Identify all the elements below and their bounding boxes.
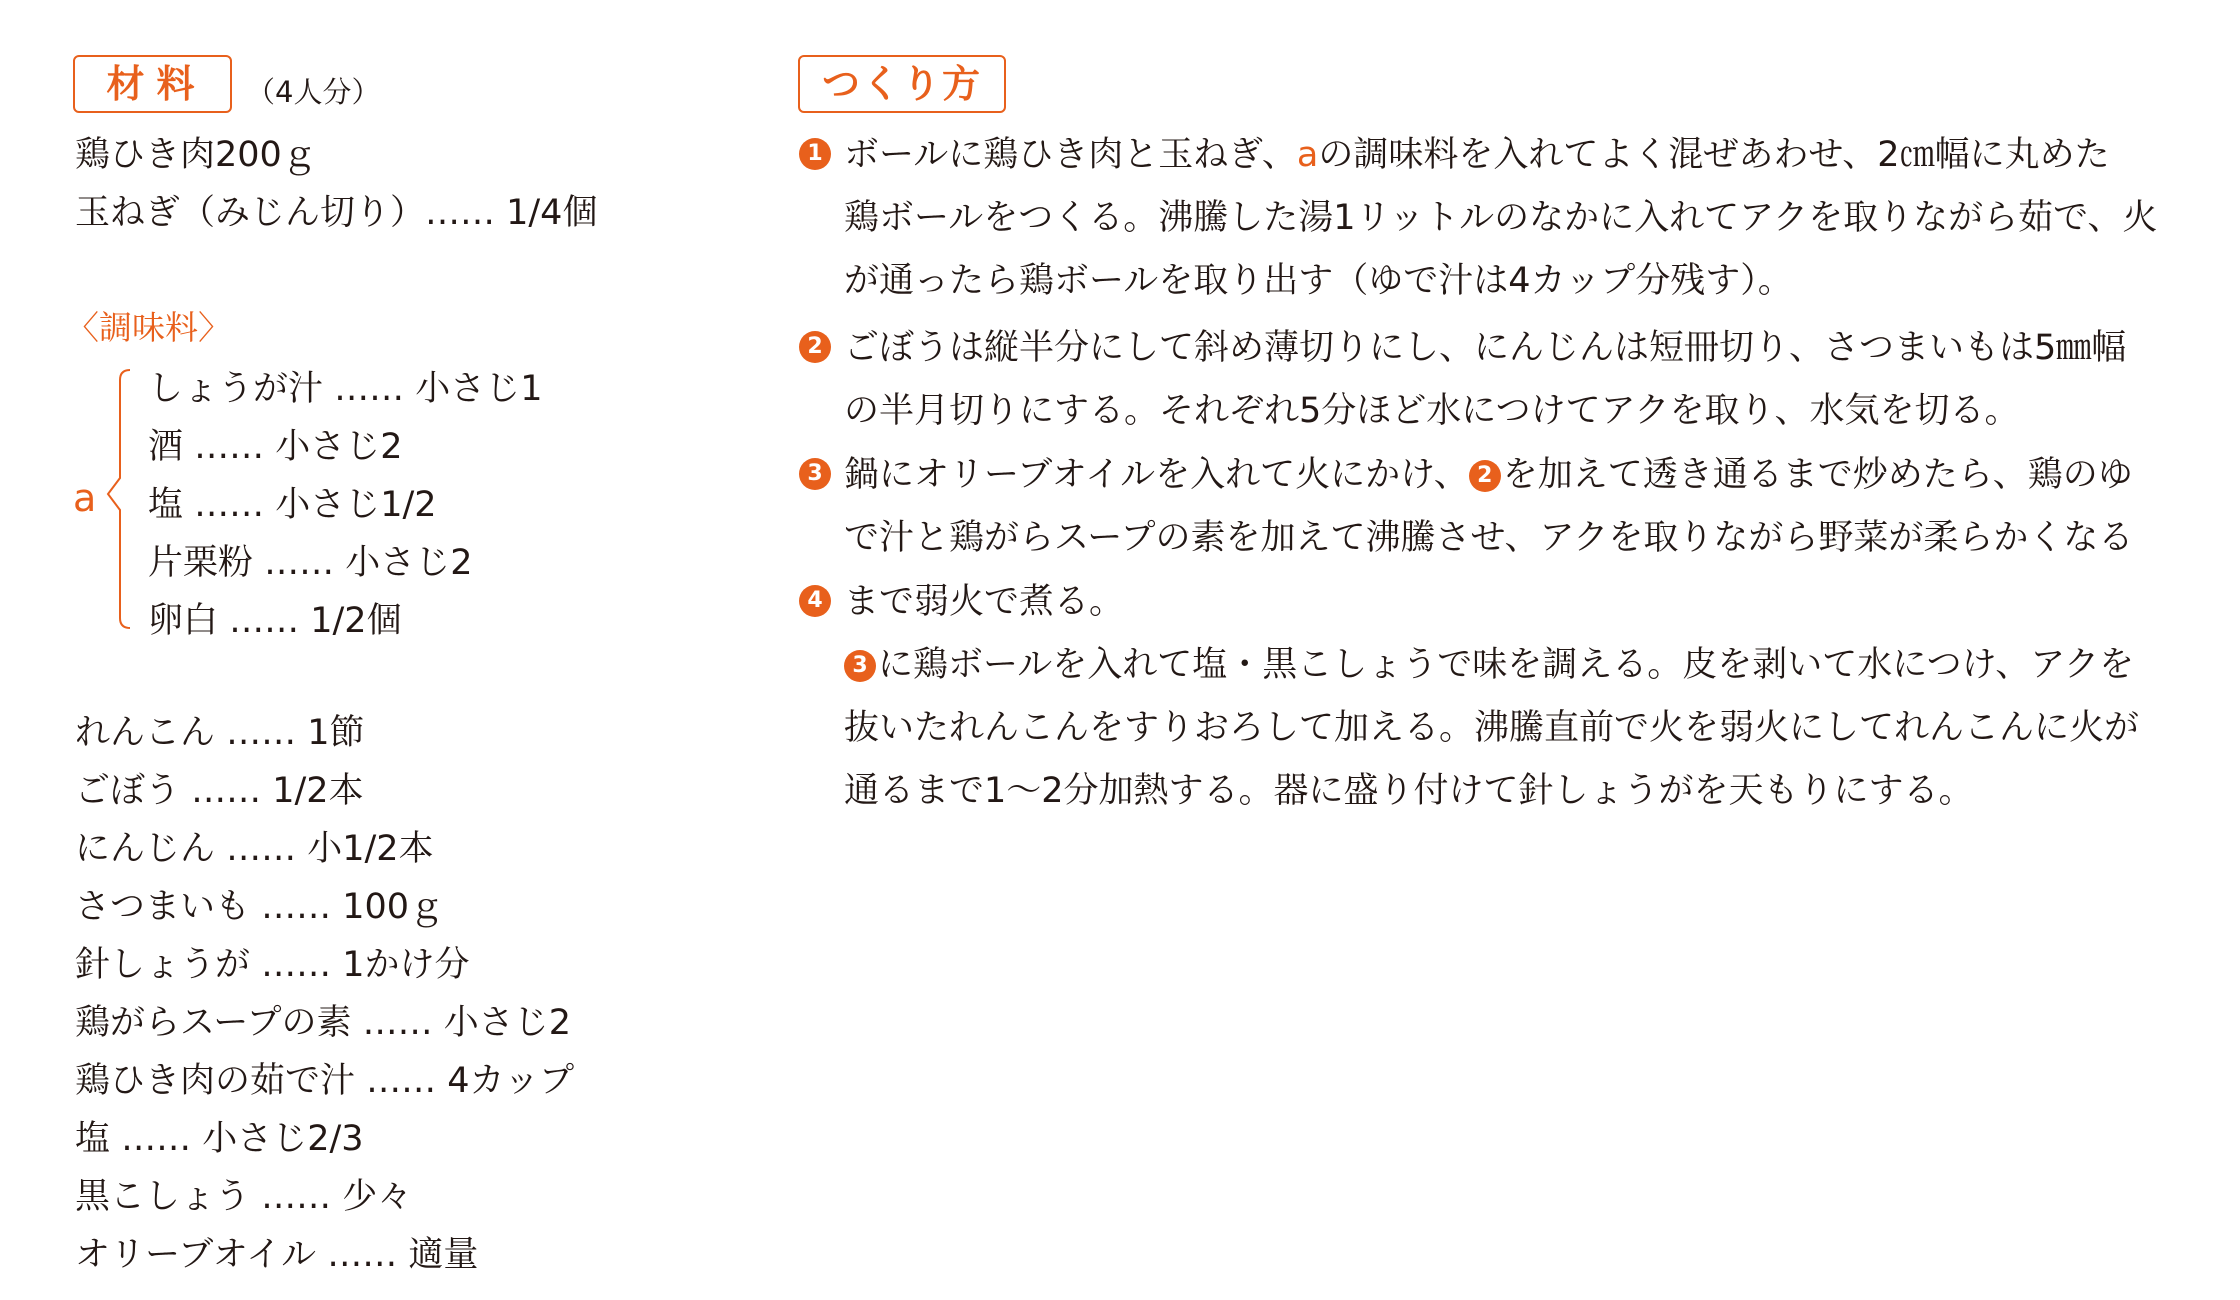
step-text: に鶏ボールを入れて塩・黒こしょうで味を調える。皮を剥いて水につけ、アクを (878, 645, 2135, 685)
step-text: ボールに鶏ひき肉と玉ねぎ、 (844, 135, 1297, 175)
ingredient-item: にんじん …… 小1/2本 (75, 829, 434, 869)
method-step-4 (799, 571, 2219, 823)
step-number-badge: 2 (799, 331, 831, 363)
ingredient-item: れんこん …… 1節 (75, 713, 365, 753)
seasoning-ref: a (1296, 135, 1319, 175)
step-number-badge: 3 (799, 458, 831, 490)
step-text: 抜いたれんこんをすりおろして加える。沸騰直前で火を弱火にしてれんこんに火が (844, 708, 2140, 748)
step-text: 通るまで1〜2分加熱する。器に盛り付けて針しょうがを天もりにする。 (844, 771, 1974, 811)
seasoning-header: 〈調味料〉 (66, 308, 231, 347)
step-text: 鍋にオリーブオイルを入れて火にかけ、 (844, 455, 1469, 495)
step-text: が通ったら鶏ボールを取り出す（ゆで汁は4カップ分残す）。 (844, 261, 1793, 301)
ingredients-label: 材料 (73, 55, 232, 113)
method-label: つくり方 (798, 55, 1006, 113)
step-text: ごぼうは縦半分にして斜め薄切りにし、にんじんは短冊切り、さつまいもは5㎜幅 (844, 328, 2127, 368)
step-text: 鶏ボールをつくる。沸騰した湯1リットルのなかに入れてアクを取りながら茹で、火 (844, 198, 2158, 238)
step-text: の半月切りにする。それぞれ5分ほど水につけてアクを取り、水気を切る。 (844, 391, 2020, 431)
seasoning-group-letter: a (73, 476, 97, 520)
step-text: の調味料を入れてよく混ぜあわせ、2㎝幅に丸めた (1318, 135, 2110, 175)
ingredient-item: 鶏がらスープの素 …… 小さじ2 (75, 1003, 572, 1043)
seasoning-item: 塩 …… 小さじ1/2 (148, 485, 437, 525)
ingredient-item: 玉ねぎ（みじん切り）…… 1/4個 (75, 193, 598, 233)
step-text: で汁と鶏がらスープの素を加えて沸騰させ、アクを取りながら野菜が柔らかくなる (844, 518, 2134, 558)
method-step-2 (799, 317, 2219, 443)
seasoning-group-brace (100, 366, 140, 636)
step-ref-badge: 2 (1469, 460, 1501, 492)
seasoning-item: 卵白 …… 1/2個 (148, 601, 402, 641)
method-step-3 (799, 444, 2219, 570)
step-ref-badge: 3 (844, 650, 876, 682)
ingredient-item: 鶏ひき肉200ｇ (75, 135, 317, 175)
step-text: を加えて透き通るまで炒めたら、鶏のゆ (1502, 455, 2133, 495)
method-step-1 (799, 124, 2219, 313)
servings-note: （4人分） (246, 75, 381, 109)
step-number-badge: 1 (799, 138, 831, 170)
ingredient-item: さつまいも …… 100ｇ (75, 887, 445, 927)
ingredient-item: 黒こしょう …… 少々 (75, 1177, 413, 1217)
ingredient-item: オリーブオイル …… 適量 (75, 1235, 479, 1275)
seasoning-item: しょうが汁 …… 小さじ1 (148, 369, 543, 409)
step-text: まで弱火で煮る。 (844, 582, 1125, 622)
seasoning-item: 片栗粉 …… 小さじ2 (148, 543, 473, 583)
seasoning-item: 酒 …… 小さじ2 (148, 427, 403, 467)
step-number-badge: 4 (799, 585, 831, 617)
ingredient-item: 針しょうが …… 1かけ分 (75, 945, 470, 985)
ingredient-item: 鶏ひき肉の茹で汁 …… 4カップ (75, 1061, 575, 1101)
ingredient-item: 塩 …… 小さじ2/3 (75, 1119, 364, 1159)
ingredient-item: ごぼう …… 1/2本 (75, 771, 364, 811)
